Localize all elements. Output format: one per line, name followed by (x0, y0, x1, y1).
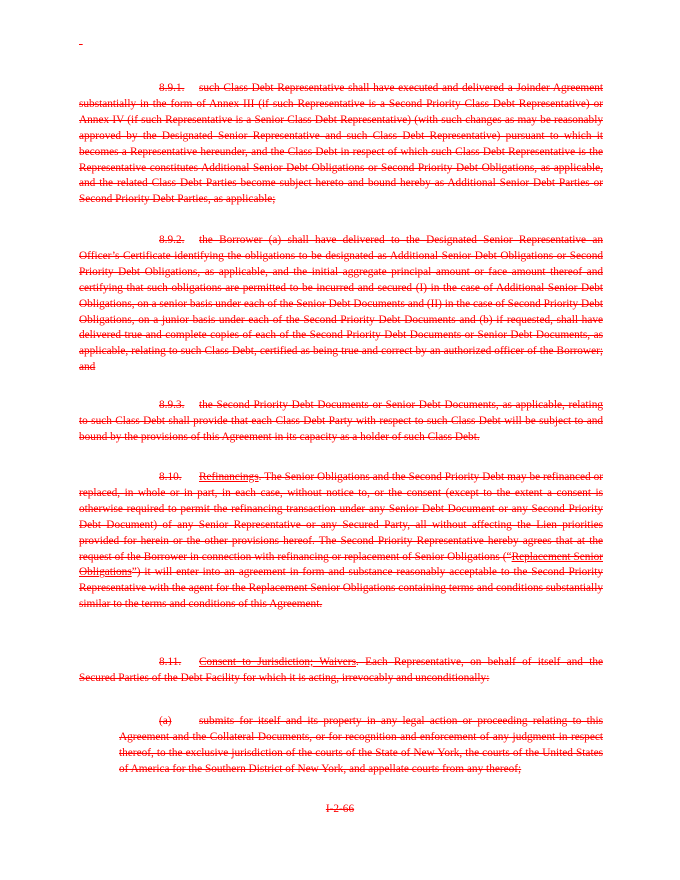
page-number: I-2-66 (325, 803, 355, 815)
top-mark: - (79, 38, 83, 50)
paragraph-8-9-2 (79, 233, 603, 376)
paragraph-8-11-consent: 8.11. Consent to Jurisdiction; Waivers. Each Representative, on behalf of itself and the Secured Parties of the Debt Facility for which it is acting, irrevocably and unconditionally: (79, 656, 604, 684)
paragraph-8-9-3 (79, 398, 603, 446)
paragraph-text-continued: ”) it will enter into an agreement in form and substance reasonably acceptable to the Second Priority Representative with the agent for the Replacement Senior Obligations containing terms and conditions substantially similar to the terms and conditions of this Agreement. (79, 566, 603, 611)
paragraph-number: 8.9.3. (159, 399, 185, 411)
paragraph-text: the Second Priority Debt Documents or Senior Debt Documents, as applicable, relating to such Class Debt shall provide that each Class Debt Party with respect to such Class Debt will be subject to and bound by the provisions of this Agreement in its capacity as a holder of such Class Debt. (79, 399, 603, 443)
section-heading: Refinancings (199, 471, 259, 483)
subparagraph-number: (a) (159, 715, 172, 727)
paragraph-text: the Borrower (a) shall have delivered to the Designated Senior Representative an Officer’s Certificate identifying the obligations to be designated as Additional Senior Debt Obligations or Second Priority Debt Obligations, as applicable, and the initial aggregate principal amount or face amount thereof and certifying that such obligations are permitted to be incurred and secured (I) in the case of Additional Senior Debt Obligations, on a senior basis under each of the Senior Debt Documents and (II) in the case of Second Priority Debt Obligations, on a junior basis under each of the Second Priority Debt Documents and (b) if requested, shall have delivered true and complete copies of each of the Second Priority Debt Documents or Senior Debt Documents, as applicable, relating to such Class Debt, certified as being true and correct by an authorized officer of the Borrower; and (79, 234, 603, 374)
paragraph-number: 8.10. (159, 471, 182, 483)
subparagraph-a (119, 714, 603, 778)
paragraph-number: 8.9.2. (159, 234, 185, 246)
paragraph-8-9-1 (79, 81, 603, 208)
paragraph-text: such Class Debt Representative shall have executed and delivered a Joinder Agreement substantially in the form of Annex III (if such Representative is a Second Priority Class Debt Representative) or Annex IV (if such Representative is a Senior Class Debt Representative) (with such changes as may be reasonably approved by the Designated Senior Representative and such Class Debt Representative) pursuant to which it becomes a Representative hereunder, and the Class Debt in respect of which such Class Debt Representative is the Representative constitutes Additional Senior Debt Obligations or Second Priority Debt Obligations, as applicable, and the related Class Debt Parties become subject hereto and bound hereby as Additional Senior Debt Parties or Second Priority Debt Parties, as applicable; (79, 82, 603, 206)
paragraph-number: 8.11. (159, 656, 182, 668)
paragraph-text: The Senior Obligations and the Second Priority Debt may be refinanced or replaced, in whole or in part, in each case, without notice to, or the consent (except to the extent a consent is otherwise required to permit the refinancing transaction under any Senior Debt Document or any Second Priority Debt Document) of any Senior Representative or any Secured Party, all without affecting the Lien priorities provided for herein or the other provisions hereof. The Second Priority Representative hereby agrees that at the request of the Borrower in connection with refinancing or replacement of Senior Obligations (“ (79, 471, 604, 563)
paragraph-8-10-refinancings: 8.10. Refinancings. The Senior Obligations and the Second Priority Debt may be refinanced or replaced, in whole or in part, in each case, without notice to, or the consent (except to the extent a consent is otherwise required to permit the refinancing transaction under any Senior Debt Document or any Second Priority Debt Document) of any Senior Representative or any Secured Party, all without affecting the Lien priorities provided for herein or the other provisions hereof. The Second Priority Representative hereby agrees that at the request of the Borrower in connection with refinancing or replacement of Senior Obligations (“Replacement Senior Obligations”) it will enter into an agreement in form and substance reasonably acceptable to the Second Priority Representative with the agent for the Replacement Senior Obligations containing terms and conditions substantially similar to the terms and conditions of this Agreement. (79, 471, 604, 611)
subparagraph-text: submits for itself and its property in any legal action or proceeding relating to this Agreement and the Collateral Documents, or for recognition and enforcement of any judgment in respect thereof, to the exclusive jurisdiction of the courts of the State of New York, the courts of the United States of America for the Southern District of New York, and appellate courts from any thereof; (119, 715, 603, 775)
defined-term: Replacement Senior Obligations (79, 550, 603, 579)
paragraph-text: Each Representative, on behalf of itself and the Secured Parties of the Debt Facility for which it is acting, irrevocably and unconditionally: (79, 656, 604, 684)
section-heading: Consent to Jurisdiction; Waivers (199, 656, 356, 668)
paragraph-number: 8.9.1. (159, 82, 185, 94)
